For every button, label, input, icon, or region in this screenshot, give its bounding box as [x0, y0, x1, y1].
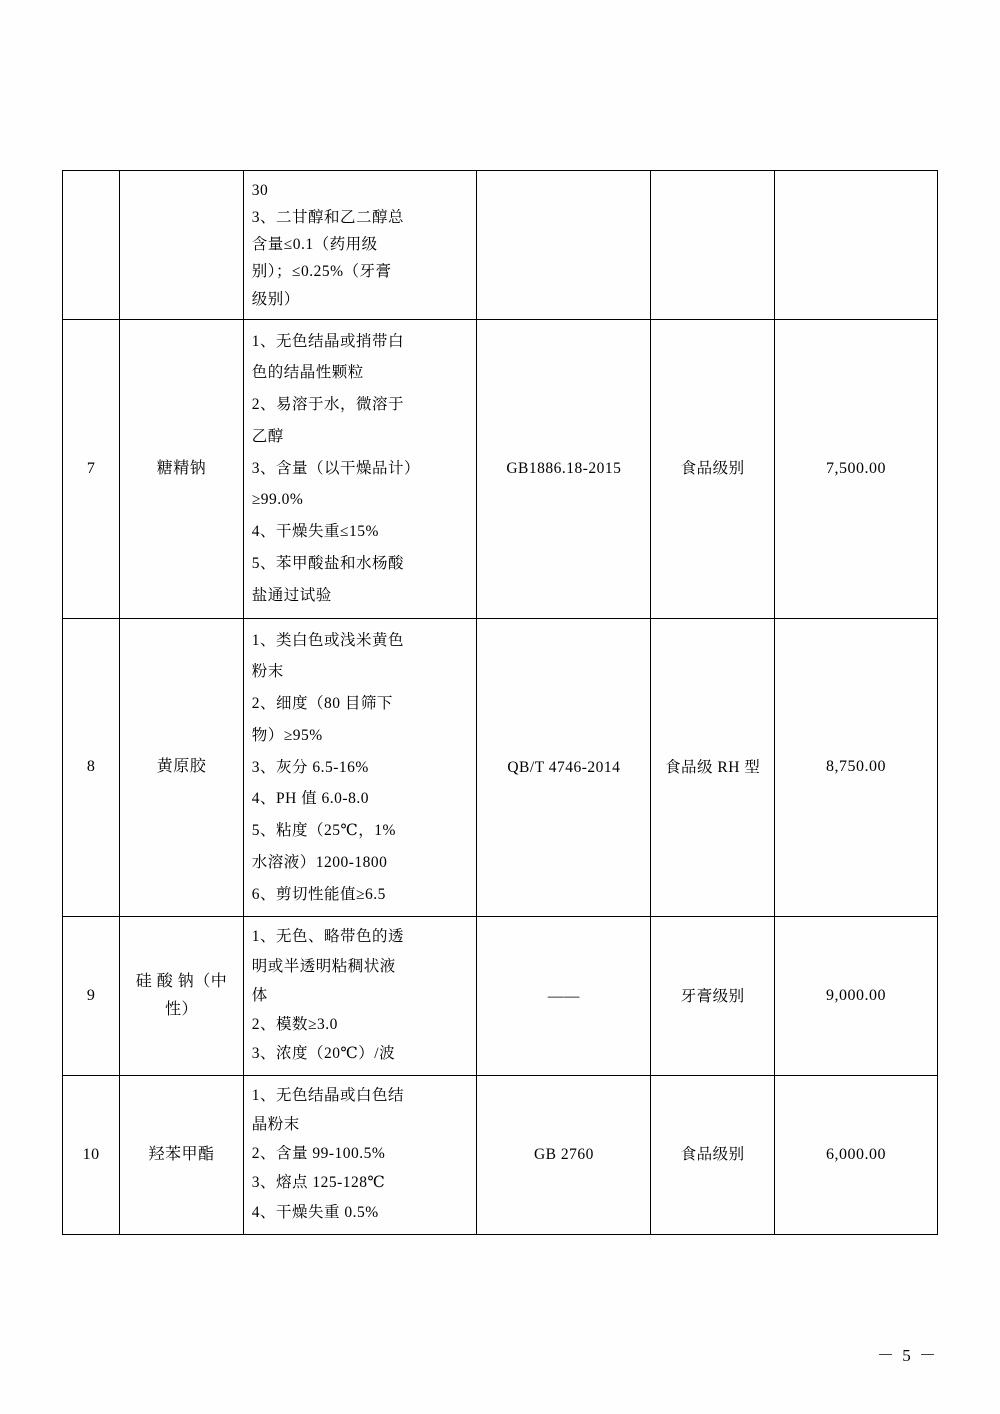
spec-line: 4、PH 值 6.0-8.0	[251, 790, 369, 808]
cell-standard: GB 2760	[477, 1076, 651, 1235]
cell-no	[63, 171, 120, 320]
spec-line: 乙醇	[251, 427, 284, 445]
spec-line: 2、含量 99-100.5%	[251, 1145, 386, 1163]
cell-price: 9,000.00	[774, 917, 937, 1076]
spec-line: 4、干燥失重≤15%	[251, 523, 379, 541]
cell-price	[774, 171, 937, 320]
spec-line: 色的结晶性颗粒	[251, 364, 364, 382]
table-row	[63, 319, 938, 618]
spec-line: 3、浓度（20℃）/波	[251, 1044, 396, 1062]
cell-grade: 食品级别	[651, 319, 774, 618]
spec-line: 含量≤0.1（药用级	[251, 236, 378, 254]
cell-price: 8,750.00	[774, 618, 937, 917]
spec-line: 体	[251, 986, 268, 1004]
table-row	[63, 1076, 938, 1235]
cell-price: 6,000.00	[774, 1076, 937, 1235]
cell-no: 10	[63, 1076, 120, 1235]
spec-line: 5、粘度（25℃，1%	[251, 822, 396, 840]
spec-line: 6、剪切性能值≥6.5	[251, 885, 386, 903]
cell-price: 7,500.00	[774, 319, 937, 618]
spec-line: 4、干燥失重 0.5%	[251, 1203, 379, 1221]
table-row	[63, 917, 938, 1076]
page-number: － 5 －	[877, 1346, 938, 1365]
spec-line: 级别）	[251, 290, 300, 308]
spec-line: ≥99.0%	[251, 491, 304, 509]
spec-line: 30	[251, 182, 269, 199]
spec-line: 别）；≤0.25%（牙膏	[251, 263, 392, 281]
table-row	[63, 618, 938, 917]
spec-line: 1、无色、略带色的透	[251, 928, 404, 946]
cell-name: 黄原胶	[120, 618, 243, 917]
cell-spec	[243, 618, 477, 917]
spec-line: 2、细度（80 目筛下	[251, 695, 393, 713]
spec-line: 3、含量（以干燥品计）	[251, 459, 420, 477]
spec-line: 晶粉末	[251, 1116, 300, 1134]
spec-line: 粉末	[251, 663, 284, 681]
table-row	[63, 171, 938, 320]
spec-line: 3、熔点 125-128℃	[251, 1174, 386, 1192]
specification-table	[62, 170, 938, 1235]
spec-line: 5、苯甲酸盐和水杨酸	[251, 554, 404, 572]
spec-line: 2、易溶于水，微溶于	[251, 396, 404, 414]
cell-name: 羟苯甲酯	[120, 1076, 243, 1235]
spec-line: 盐通过试验	[251, 586, 332, 604]
cell-standard: GB1886.18-2015	[477, 319, 651, 618]
cell-grade: 牙膏级别	[651, 917, 774, 1076]
cell-grade: 食品级别	[651, 1076, 774, 1235]
cell-standard	[477, 171, 651, 320]
cell-spec	[243, 917, 477, 1076]
spec-line: 1、无色结晶或捎带白	[251, 332, 404, 350]
cell-name: 糖精钠	[120, 319, 243, 618]
cell-spec	[243, 171, 477, 320]
spec-line: 物）≥95%	[251, 726, 323, 744]
cell-grade: 食品级 RH 型	[651, 618, 774, 917]
cell-spec	[243, 1076, 477, 1235]
spec-line: 2、模数≥3.0	[251, 1015, 338, 1033]
spec-line: 水溶液）1200-1800	[251, 853, 388, 871]
cell-standard: QB/T 4746-2014	[477, 618, 651, 917]
cell-standard: ——	[477, 917, 651, 1076]
spec-line: 明或半透明粘稠状液	[251, 957, 396, 975]
spec-line: 1、无色结晶或白色结	[251, 1087, 404, 1105]
spec-line: 3、灰分 6.5-16%	[251, 758, 369, 776]
cell-name	[120, 171, 243, 320]
cell-spec	[243, 319, 477, 618]
cell-no: 8	[63, 618, 120, 917]
spec-line: 1、类白色或浅米黄色	[251, 631, 404, 649]
spec-line: 3、二甘醇和乙二醇总	[251, 209, 404, 227]
cell-no: 7	[63, 319, 120, 618]
cell-name: 硅 酸 钠（中性）	[120, 917, 243, 1076]
cell-grade	[651, 171, 774, 320]
cell-no: 9	[63, 917, 120, 1076]
